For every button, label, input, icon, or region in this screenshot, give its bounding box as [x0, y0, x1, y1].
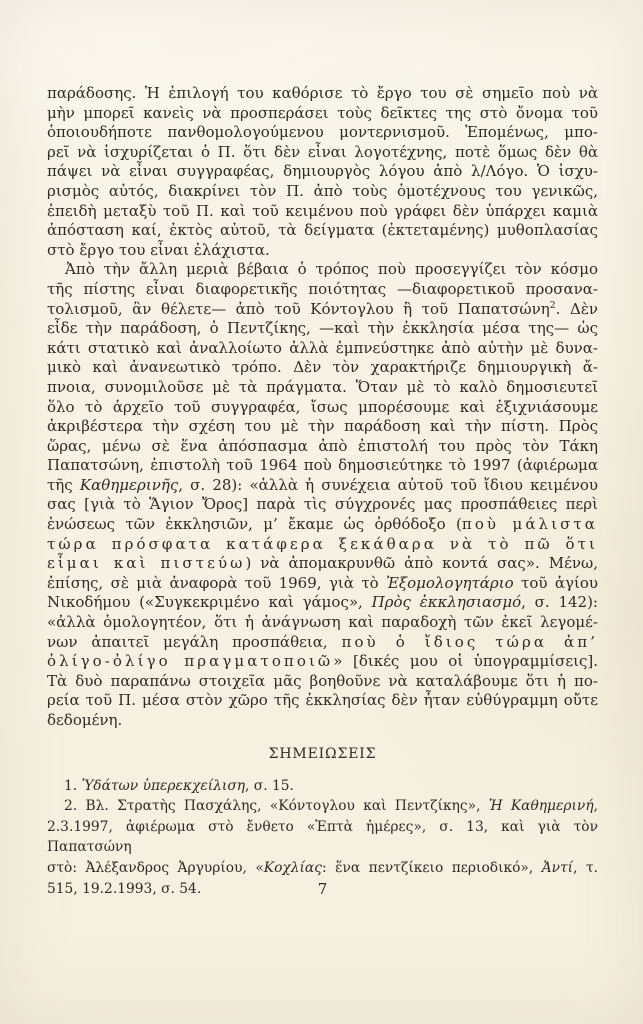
text-block	[47, 84, 598, 899]
text-segment: στὸ ἔργο του εἶναι ἐλάχιστα.	[47, 240, 270, 259]
italic-text: Κοχλίας	[263, 859, 322, 876]
text-line	[47, 280, 598, 300]
text-segment: ὥρας, μένω σὲ ἕνα ἀπόσπασμα ἀπὸ ἐπιστολή του πρὸς τὸν Τάκη	[47, 436, 598, 455]
text-line	[47, 858, 598, 879]
text-segment: ἀκριβέστερα τὴν σχέση του μὲ τὴν παράδοση καὶ τὴν πίστη. Πρὸς	[47, 417, 598, 436]
text-segment: τολισμοῦ, ἂν θέλετε— ἀπὸ τοῦ Κόντογλου ἢ τοῦ Παπατσώνη	[47, 299, 550, 318]
text-segment: , σ. 142):	[521, 593, 598, 612]
text-line	[47, 260, 598, 280]
text-line	[47, 456, 598, 476]
italic-text: Ὑδάτων ὑπερεκχείλιση	[81, 777, 246, 794]
text-line	[47, 495, 598, 515]
footnote-reference: 2	[549, 299, 556, 311]
text-segment: ρισμὸς αὐτός, διακρίνει τὸν Π. ἀπὸ τοὺς ὁμοτέχνους του γενικῶς,	[47, 181, 598, 200]
text-line	[47, 554, 598, 574]
text-segment: νων ἀπαιτεῖ μεγάλη προσπάθεια,	[47, 632, 342, 651]
text-segment: ἑνώσεως τῶν ἐκκλησιῶν, μ’ ἔκαμε ὡς ὀρθόδοξο (	[47, 515, 462, 534]
text-line	[47, 241, 598, 261]
text-segment: παράδοσης. Ἡ ἐπιλογή του καθόρισε τὸ ἔργο του σὲ σημεῖο ποὺ νὰ	[47, 84, 598, 102]
text-segment: ἐπειδὴ μεταξὺ τοῦ Π. καὶ τοῦ κειμένου ποὺ γράφει δὲν ὑπάρχει καμιὰ	[47, 201, 598, 220]
text-segment: . Δὲν	[555, 299, 598, 318]
text-line	[47, 711, 598, 731]
text-segment: τῆς	[47, 475, 80, 494]
text-line	[47, 162, 598, 182]
text-segment: μὴν μπορεῖ κανεὶς νὰ προσπεράσει τοὺς δεῖκτες της στὸ ὄνομα τοῦ	[47, 103, 598, 122]
text-line	[47, 593, 598, 613]
text-segment: Τὰ δυὸ παραπάνω στοιχεῖα μᾶς βοηθοῦνε νὰ καταλάβουμε ὅτι ἡ πο-	[47, 671, 598, 690]
text-segment: ὅλο τὸ ἀρχεῖο τοῦ συγγραφέα, ἴσως μπορέσουμε καὶ ἐξιχνιάσουμε	[47, 397, 598, 416]
text-line	[47, 574, 598, 594]
notes-heading: ΣΗΜΕΙΩΣΕΙΣ	[268, 745, 377, 762]
text-segment: , σ. 15.	[245, 777, 294, 794]
text-line	[47, 143, 598, 163]
text-segment: στὸ: Ἀλέξανδρος Ἀργυρίου, «	[47, 859, 264, 876]
page-number: 7	[317, 880, 328, 898]
text-segment: ἀπόσταση καί, ἐκτὸς αὐτοῦ, τὰ δείγματα (ἐκτεταμένης) μυθοπλασίας	[47, 221, 598, 240]
text-segment: σας [γιὰ τὸ Ἅγιον Ὄρος] παρὰ τὶς σύγχρονές μας προσπάθειες περὶ	[47, 495, 598, 514]
text-line	[47, 437, 598, 457]
text-segment: ρεία τοῦ Π. μέσα στὸν χῶρο τῆς ἐκκλησίας δὲν ἦταν εὐθύγραμμη οὔτε	[47, 691, 598, 710]
text-segment: 1.	[64, 777, 82, 794]
text-segment: Παπατσώνη, ἐπιστολὴ τοῦ 1964 ποὺ δημοσιεύτηκε τὸ 1997 (ἀφιέρωμα	[47, 456, 598, 475]
text-line	[47, 796, 598, 817]
text-line	[47, 776, 598, 797]
emphasized-spaced-text: εἶμαι καὶ πιστεύω	[47, 554, 246, 573]
text-line	[47, 104, 598, 124]
text-line	[47, 378, 598, 398]
text-line	[47, 123, 598, 143]
text-line	[47, 358, 598, 378]
text-line	[47, 319, 598, 339]
text-segment: , σ. 28): «ἀλλὰ ἡ συνέχεια αὐτοῦ τοῦ ἴδιου κειμένου	[178, 475, 598, 494]
text-segment: μικὸ καὶ ἀνανεωτικὸ τρόπο. Δὲν τὸν χαρακτήριζε δημιουργικὴ ἄ-	[47, 358, 598, 377]
text-line	[47, 515, 598, 535]
paragraph	[47, 260, 598, 730]
text-line	[47, 633, 598, 653]
text-line	[47, 202, 598, 222]
text-line	[47, 182, 598, 202]
text-segment: : ἕνα πεντζίκειο περιοδικό»,	[321, 859, 542, 876]
text-segment: τῆς πίστης εἶναι διαφορετικῆς ποιότητας —διαφορετικοῦ προσανα-	[47, 279, 598, 298]
text-segment: 2.3.1997, ἀφιέρωμα στὸ ἔνθετο «Ἑπτὰ ἡμέρες», σ. 13, καὶ γιὰ τὸν Παπατσώνη	[47, 818, 598, 856]
emphasized-spaced-text: ποὺ ὁ ἴδιος τώρα ἀπ’	[341, 632, 598, 651]
italic-text: Ἡ Καθημερινή	[488, 798, 594, 815]
text-segment: ,	[593, 798, 598, 815]
paragraph	[47, 776, 598, 797]
text-segment: 2. Βλ. Στρατὴς Πασχάλης, «Κόντογλου καὶ Πεντζίκης»,	[64, 798, 489, 815]
text-line	[47, 652, 598, 672]
text-segment: » [δικές μου οἱ ὑπογραμμίσεις].	[333, 652, 598, 671]
text-segment: Νικοδήμου («Συγκεκριμένο καὶ γάμος»,	[47, 593, 372, 612]
text-segment: ὁποιουδήποτε πανθομολογούμενου μοντερνισμοῦ. Ἑπομένως, μπο-	[47, 123, 598, 142]
text-segment: κάτι στατικὸ καὶ ἀναλλοίωτο ἀλλὰ ἐμπνεύστηκε ἀπὸ αὐτὴν μὲ δυνα-	[47, 338, 598, 357]
text-line	[47, 613, 598, 633]
italic-text: Ἐξομολογητάριο	[386, 573, 514, 592]
text-line	[47, 417, 598, 437]
body-paragraphs	[47, 84, 598, 731]
text-segment: 515, 19.2.1993, σ. 54.	[47, 880, 202, 897]
text-segment: εἶδε τὴν παράδοση, ὁ Πεντζίκης, —καὶ τὴν ἐκκλησία μέσα της— ὡς	[47, 319, 598, 338]
text-line	[47, 84, 598, 104]
text-line	[47, 300, 598, 320]
text-line	[47, 339, 598, 359]
emphasized-spaced-text: ὀλίγο-ὀλίγο πραγματοποιῶ	[47, 652, 334, 671]
italic-text: Καθημερινῆς	[79, 475, 179, 494]
text-segment: , τ.	[573, 859, 598, 876]
italic-text: Ἀντί	[541, 859, 574, 876]
text-line	[47, 672, 598, 692]
text-segment: «ἀλλὰ ὁμολογητέον, ὅτι ἡ ἀνάγνωση καὶ παραδοχὴ τῶν ἐκεῖ λεγομέ-	[47, 613, 598, 632]
emphasized-spaced-text: τώρα πρόσφατα κατάφερα ξεκάθαρα νὰ τὸ πῶ ὅτι	[47, 534, 598, 553]
paragraph	[47, 84, 598, 260]
text-line	[47, 398, 598, 418]
text-segment: τοῦ ἁγίου	[513, 573, 599, 592]
text-line	[47, 535, 598, 555]
italic-text: Πρὸς ἐκκλησιασμό	[371, 593, 522, 612]
text-line	[47, 691, 598, 711]
text-segment: πάψει νὰ εἶναι συγγραφέας, δημιουργὸς λόγου ἀπὸ λ/Λόγο. Ὁ ἰσχυ-	[47, 162, 598, 181]
text-line	[47, 476, 598, 496]
text-segment: ἐπίσης, σὲ μιὰ ἀναφορὰ τοῦ 1969, γιὰ τὸ	[47, 573, 387, 592]
text-segment: Ἀπὸ τὴν ἄλλη μεριὰ βέβαια ὁ τρόπος ποὺ προσεγγίζει τὸν κόσμο	[65, 260, 598, 279]
text-segment: ρεῖ νὰ ἰσχυρίζεται ὁ Π. ὅτι δὲν εἶναι λογοτέχνης, ποτὲ ὅμως δὲν θὰ	[47, 142, 598, 161]
emphasized-spaced-text: ποὺ μάλιστα	[461, 515, 598, 534]
text-segment: δεδομένη.	[47, 711, 123, 729]
text-segment: πνοια, συνομιλοῦσε μὲ τὰ πράγματα. Ὅταν μὲ τὸ καλὸ δημοσιευτεῖ	[47, 377, 598, 396]
text-line	[47, 817, 598, 858]
text-line	[47, 221, 598, 241]
text-segment: ) νὰ ἀπομακρυνθῶ ἀπὸ κοντά σας». Μένω,	[245, 554, 598, 573]
